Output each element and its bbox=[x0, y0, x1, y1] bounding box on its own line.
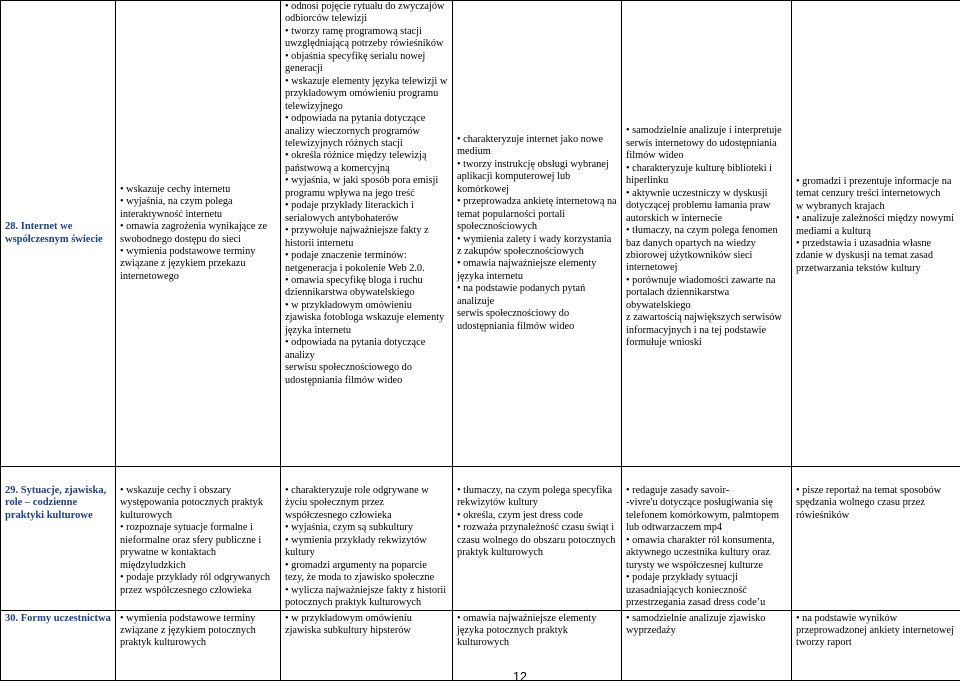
list-item: • charakteryzuje role odgrywane w życiu społecznym przez współczesnego człowieka bbox=[285, 485, 429, 521]
list-item: • w przykładowym omówieniu zjawiska subkultury hipsterów bbox=[285, 612, 412, 636]
list-item: • podaje znaczenie terminów: netgeneracja i pokolenie Web 2.0. bbox=[285, 250, 425, 274]
topic-cell-30 bbox=[1, 610, 116, 680]
list-28-col3 bbox=[285, 1, 448, 387]
list-item: serwis społecznościowy do udostępniania filmów wideo bbox=[457, 308, 575, 332]
list-30-col5 bbox=[626, 613, 787, 638]
topic-29: 29. Sytuacje, zjawiska, role – codzienne praktyki kulturowe bbox=[5, 485, 107, 521]
list-item: w wybranych krajach bbox=[796, 200, 885, 212]
list-28-col5 bbox=[626, 125, 787, 349]
list-item: • wymienia zalety i wady korzystania z zakupów społecznościowych bbox=[457, 233, 612, 257]
list-28-col4 bbox=[457, 134, 617, 333]
list-30-col3 bbox=[285, 613, 448, 638]
list-30-col6 bbox=[796, 613, 956, 650]
list-item: • wylicza najważniejsze fakty z historii potocznych praktyk kulturowych bbox=[285, 584, 447, 609]
list-29-col4 bbox=[457, 485, 617, 560]
basic-requirements-30 bbox=[116, 610, 281, 680]
excellent-requirements-28 bbox=[792, 1, 960, 467]
list-item: • wyjaśnia, na czym polega interaktywność internetu bbox=[120, 196, 233, 220]
list-item: • podaje przykłady sytuacji uzasadniających konieczność przestrzegania zasad dress code’u bbox=[626, 572, 766, 609]
list-item: • wyjaśnia, w jaki sposób pora emisji programu wpływa na jego treść bbox=[285, 175, 439, 199]
topic-cell-28 bbox=[1, 1, 116, 467]
list-item: • charakteryzuje kulturę biblioteki i hiperlinku bbox=[626, 162, 772, 187]
extended-requirements-30 bbox=[281, 610, 453, 680]
list-29-col6 bbox=[796, 485, 956, 522]
list-item: • tworzy ramę programową stacji uwzględniającą potrzeby rówieśników bbox=[285, 25, 444, 50]
list-item: • omawia najważniejsze elementy języka potocznych praktyk kulturowych bbox=[457, 612, 597, 649]
list-item: • pisze reportaż na temat sposobów spędzania wolnego czasu przez rówieśników bbox=[796, 485, 942, 521]
complete-requirements-30 bbox=[622, 610, 792, 680]
excellent-requirements-30 bbox=[792, 610, 960, 680]
list-item: • wskazuje cechy internetu bbox=[120, 183, 231, 195]
basic-requirements-28 bbox=[116, 1, 281, 467]
list-item: • przywołuje najważniejsze fakty z historii internetu bbox=[285, 225, 429, 249]
list-item: • charakteryzuje internet jako nowe medium bbox=[457, 133, 603, 158]
list-item: • wyjaśnia, czym są subkultury bbox=[285, 522, 414, 534]
list-item: • na podstawie podanych pytań analizuje bbox=[457, 283, 586, 307]
list-29-col2 bbox=[120, 485, 276, 597]
list-item: • analizuje zależności między nowymi mediami a kulturą bbox=[796, 213, 954, 237]
list-item: • tworzy instrukcję obsługi wybranej aplikacji komputerowej lub komórkowej bbox=[457, 158, 609, 195]
list-30-col2 bbox=[120, 613, 276, 650]
list-item: • samodzielnie analizuje zjawisko wyprzedaży bbox=[626, 612, 766, 636]
list-item: • przeprowadza ankietę internetową na temat popularności portali społecznościowych bbox=[457, 196, 617, 233]
topic-cell-29 bbox=[1, 467, 116, 611]
list-item: z zawartością największych serwisów informacyjnych i na tej podstawie formułuje wnioski bbox=[626, 312, 782, 349]
list-item: • wymienia podstawowe terminy związane z językiem przekazu internetowego bbox=[120, 245, 256, 282]
list-item: • wymienia przykłady rekwizytów kultury bbox=[285, 534, 427, 559]
list-28-col6 bbox=[796, 176, 956, 276]
list-item: • rozważa przynależność czasu świąt i czasu wolnego do obszaru potocznych praktyk kulturowych bbox=[457, 522, 616, 559]
list-item: • rozpoznaje sytuacje formalne i nieformalne oraz sfery publiczne i prywatne w kontaktach międzyludzkich bbox=[120, 522, 262, 571]
complete-requirements-29 bbox=[622, 467, 792, 611]
expanded-requirements-28 bbox=[453, 1, 622, 467]
list-item: • określa, czym jest dress code bbox=[457, 509, 583, 521]
list-item: • omawia najważniejsze elementy języka internetu bbox=[457, 258, 597, 282]
list-item: -vivre'u dotyczące posługiwania się telefonem komórkowym, palmtopem lub odtwarzaczem mp4 bbox=[626, 497, 779, 534]
list-item: • wymienia podstawowe terminy związane z językiem potocznych praktyk kulturowych bbox=[120, 612, 256, 649]
list-30-col4 bbox=[457, 613, 617, 650]
topic-30: 30. Formy uczestnictwa bbox=[5, 612, 111, 624]
list-item: • tłumaczy, na czym polega fenomen baz danych opartych na wiedzy zbiorowej użytkowników sieci internetowej bbox=[626, 225, 778, 274]
topic-28: 28. Internet we współczesnym świecie bbox=[5, 221, 103, 245]
extended-requirements-29 bbox=[281, 467, 453, 611]
list-item: • redaguje zasady savoir- bbox=[626, 485, 730, 496]
list-item: • tłumaczy, na czym polega specyfika rekwizytów kultury bbox=[457, 485, 613, 509]
list-item: • na podstawie wyników przeprowadzonej ankiety internetowej tworzy raport bbox=[796, 612, 954, 649]
excellent-requirements-29 bbox=[792, 467, 960, 611]
list-item: • w przykładowym omówieniu zjawiska fotobloga wskazuje elementy języka internetu bbox=[285, 299, 445, 336]
table-row-30 bbox=[1, 610, 960, 680]
list-item: • objaśnia specyfikę serialu nowej generacji bbox=[285, 50, 426, 75]
basic-requirements-29 bbox=[116, 467, 281, 611]
list-item: • odpowiada na pytania dotyczące analizy bbox=[285, 337, 426, 361]
list-item: • wskazuje cechy i obszary występowania potocznych praktyk kulturowych bbox=[120, 485, 263, 521]
list-item: • podaje przykłady ról odgrywanych przez współczesnego człowieka bbox=[120, 572, 271, 596]
list-item: • omawia zagrożenia wynikające ze swobodnego dostępu do sieci bbox=[120, 221, 268, 245]
list-item: serwisu społecznościowego do udostępniania filmów wideo bbox=[285, 362, 412, 386]
list-item: • podaje przykłady literackich i serialowych antybohaterów bbox=[285, 200, 414, 224]
list-item: • określa różnice między telewizją państwową a komercyjną bbox=[285, 150, 427, 174]
list-item: • odnosi pojęcie rytuału do zwyczajów odbiorców telewizji bbox=[285, 1, 445, 25]
page-number: 12 bbox=[513, 670, 527, 684]
list-item: • aktywnie uczestniczy w dyskusji dotyczącej problemu łamania praw autorskich w internecie bbox=[626, 187, 771, 224]
list-item: • omawia specyfikę bloga i ruchu dziennikarstwa obywatelskiego bbox=[285, 274, 423, 299]
list-item: • samodzielnie analizuje i interpretuje serwis internetowy do udostępniania filmów wideo bbox=[626, 125, 782, 162]
list-item: • omawia charakter ról konsumenta, aktywnego uczestnika kultury oraz turysty we współczesnej kulturze bbox=[626, 534, 775, 571]
table-row-29 bbox=[1, 467, 960, 611]
expanded-requirements-29 bbox=[453, 467, 622, 611]
list-29-col3 bbox=[285, 485, 448, 610]
list-item: • porównuje wiadomości zawarte na portalach dziennikarstwa obywatelskiego bbox=[626, 274, 776, 311]
complete-requirements-28 bbox=[622, 1, 792, 467]
list-item: • wskazuje elementy języka telewizji w przykładowym omówieniu programu telewizyjnego bbox=[285, 75, 448, 112]
table-row-28 bbox=[1, 1, 960, 467]
list-item: • gromadzi i prezentuje informacje na temat cenzury treści internetowych bbox=[796, 175, 952, 200]
extended-requirements-28 bbox=[281, 1, 453, 467]
list-item: • odpowiada na pytania dotyczące analizy wieczornych programów telewizyjnych różnych stacji bbox=[285, 113, 426, 149]
list-item: • przedstawia i uzasadnia własne zdanie w dyskusji na temat zasad przetwarzania tekstów kultury bbox=[796, 237, 933, 274]
list-28-col2 bbox=[120, 184, 276, 284]
list-item: • gromadzi argumenty na poparcie tezy, że moda to zjawisko społeczne bbox=[285, 559, 435, 584]
list-29-col5 bbox=[626, 485, 787, 610]
